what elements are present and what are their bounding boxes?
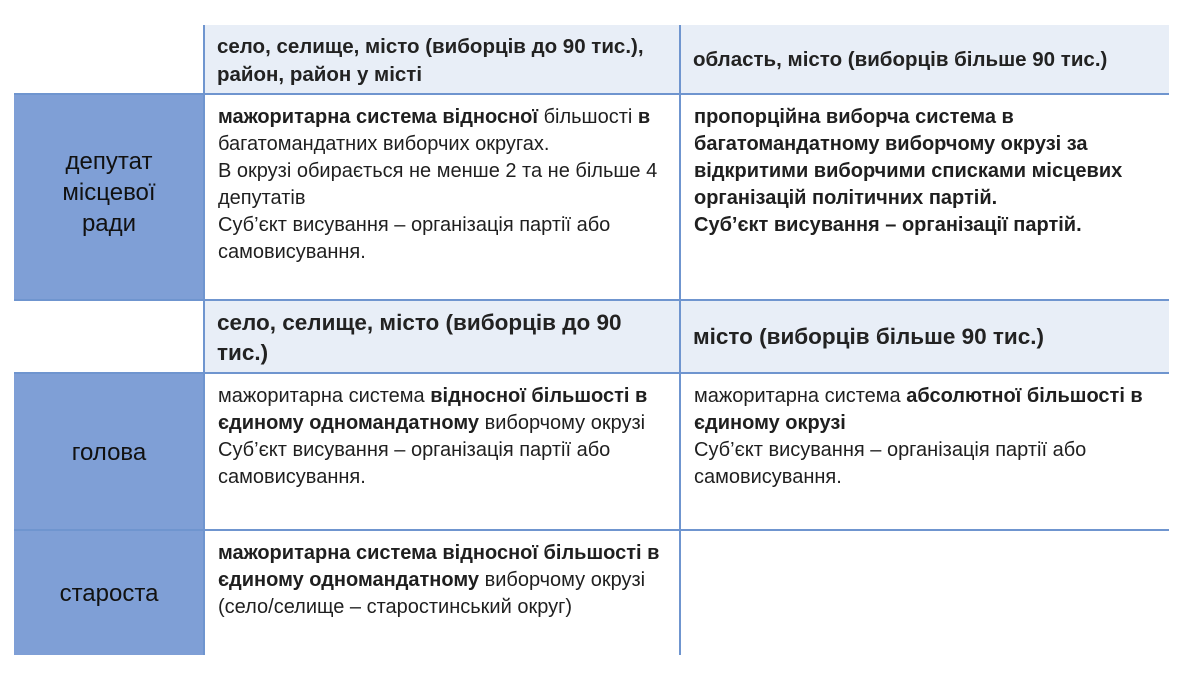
divider-h-1: [14, 93, 1169, 95]
deputy-col-b: [681, 95, 1169, 300]
header2-col-a-text: село, селище, місто (виборців до 90 тис.): [217, 310, 622, 365]
head-b-normal1: мажоритарна система: [694, 385, 901, 407]
header1-col-b-text: область, місто (виборців більше 90 тис.): [693, 48, 1108, 71]
head-b-p2: Суб’єкт висування – організація партії або самовисування.: [694, 439, 1087, 488]
divider-v-1: [203, 25, 205, 655]
head-a-p2: Суб’єкт висування – організація партії або самовисування.: [218, 439, 611, 488]
divider-h-3: [14, 372, 1169, 374]
row-label-deputy-text: депутат місцевої ради: [62, 148, 156, 237]
divider-h-2: [14, 299, 1169, 301]
head-col-a: [205, 374, 680, 530]
starosta-a-bold: мажоритарна система відносної більшості в єдиному одномандатному: [218, 542, 660, 591]
row-label-starosta-text: староста: [59, 579, 159, 607]
head-b-bold: абсолютної більшості в єдиному окрузі: [694, 385, 1143, 434]
head-col-b: [681, 374, 1169, 530]
header2-col-b: [681, 301, 1169, 373]
header2-col-b-text: місто (виборців більше 90 тис.): [693, 324, 1045, 349]
deputy-a-p2: В окрузі обирається не менше 2 та не більше 4 депутатів: [218, 160, 658, 209]
row-label-starosta: [14, 531, 204, 655]
deputy-b-p1: пропорційна виборча система в багатомандатному виборчому окрузі за відкритими виборчими списками місцевих організацій політичних партій.: [694, 106, 1123, 209]
head-a-normal2: виборчому окрузі: [484, 412, 646, 434]
head-a-normal1: мажоритарна система: [218, 385, 425, 407]
row-label-deputy: [14, 95, 204, 300]
deputy-a-p3: Суб’єкт висування – організація партії або самовисування.: [218, 214, 611, 263]
starosta-col-a: [205, 531, 680, 655]
header2-col-a: [205, 301, 680, 373]
header1-col-b: [681, 25, 1169, 94]
row-label-head-text: голова: [71, 438, 147, 466]
deputy-a-normal1: більшості: [543, 106, 633, 128]
header1-col-a-text: село, селище, місто (виборців до 90 тис.), район, район у місті: [217, 35, 644, 86]
head-a-bold: відносної більшості в єдиному одномандатному: [218, 385, 648, 434]
deputy-b-p2: Суб’єкт висування – організації партій.: [694, 214, 1082, 236]
deputy-a-normal2: багатомандатних виборчих округах.: [218, 133, 550, 155]
divider-h-4: [14, 529, 1169, 531]
header1-col-a: [205, 25, 680, 94]
deputy-col-a: [205, 95, 680, 300]
row-label-head: [14, 374, 204, 530]
starosta-a-normal: виборчому окрузі (село/селище – старостинський округ): [218, 569, 646, 618]
deputy-a-bold2: в: [637, 106, 651, 128]
divider-v-2: [679, 25, 681, 655]
deputy-a-bold1: мажоритарна система відносної: [218, 106, 538, 128]
